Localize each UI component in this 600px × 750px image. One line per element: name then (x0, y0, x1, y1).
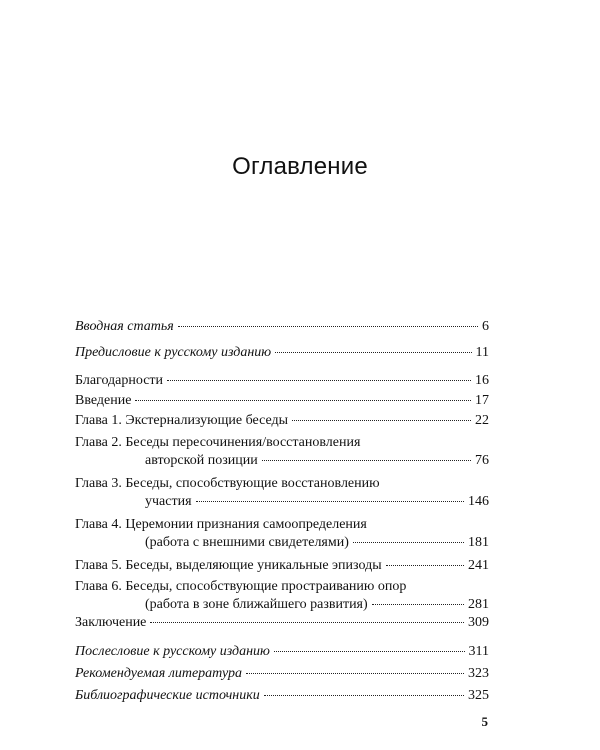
toc-entry-first-line: Глава 2. Беседы пересочинения/восстановления (75, 435, 361, 450)
toc-entry-label: Глава 5. Беседы, выделяющие уникальные эпизоды (75, 558, 382, 573)
toc-entry-label: (работа с внешними свидетелями) (145, 535, 349, 550)
leader-dots (150, 622, 464, 623)
table-of-contents (75, 0, 489, 750)
toc-entry-chapter-3[interactable] (75, 475, 489, 511)
leader-dots (292, 420, 471, 421)
toc-entry-russian-afterword[interactable] (75, 643, 489, 661)
toc-entry-page: 311 (468, 644, 489, 659)
toc-entry-introduction[interactable] (75, 392, 489, 410)
toc-entry-label: Рекомендуемая литература (75, 666, 242, 681)
toc-entry-label: Глава 1. Экстернализующие беседы (75, 413, 289, 428)
toc-entry-page: 11 (475, 345, 489, 360)
leader-dots (274, 651, 465, 652)
leader-dots (262, 460, 471, 461)
toc-entry-page: 325 (468, 688, 489, 703)
toc-entry-page: 281 (468, 597, 489, 612)
toc-entry-page: 323 (468, 666, 489, 681)
toc-entry-page: 6 (482, 319, 489, 334)
toc-entry-label: Библиографические источники (75, 688, 260, 703)
leader-dots (353, 542, 464, 543)
toc-entry-label: Вводная статья (75, 319, 174, 334)
toc-entry-first-line: Глава 3. Беседы, способствующие восстановлению (75, 476, 380, 491)
toc-entry-page: 16 (475, 373, 489, 388)
toc-entry-page: 309 (468, 615, 489, 630)
toc-entry-chapter-6[interactable] (75, 578, 489, 614)
toc-entry-recommended-reading[interactable] (75, 665, 489, 683)
toc-entry-acknowledgements[interactable] (75, 372, 489, 390)
toc-entry-intro-article[interactable] (75, 318, 489, 336)
toc-entry-chapter-2[interactable] (75, 434, 489, 470)
toc-entry-label: Предисловие к русскому изданию (75, 345, 272, 360)
leader-dots (386, 565, 464, 566)
toc-entry-page: 241 (468, 558, 489, 573)
toc-entry-chapter-4[interactable] (75, 516, 489, 552)
toc-entry-label: Послесловие к русскому изданию (75, 644, 270, 659)
leader-dots (167, 380, 471, 381)
toc-entry-chapter-1[interactable] (75, 412, 489, 430)
toc-entry-label: Благодарности (75, 373, 164, 388)
page-number: 5 (481, 714, 488, 729)
toc-entry-russian-preface[interactable] (75, 344, 489, 362)
toc-entry-label: Заключение (75, 615, 147, 630)
leader-dots (246, 673, 464, 674)
leader-dots (196, 501, 464, 502)
toc-entry-conclusion[interactable] (75, 614, 489, 632)
toc-entry-label: авторской позиции (145, 453, 258, 468)
toc-entry-page: 17 (475, 393, 489, 408)
toc-entry-bibliography[interactable] (75, 687, 489, 705)
leader-dots (372, 604, 464, 605)
page-title: Оглавление (232, 153, 368, 180)
toc-entry-label: участия (145, 494, 192, 509)
leader-dots (264, 695, 464, 696)
toc-entry-chapter-5[interactable] (75, 557, 489, 575)
leader-dots (135, 400, 471, 401)
toc-entry-first-line: Глава 4. Церемонии признания самоопределения (75, 517, 367, 532)
leader-dots (178, 326, 478, 327)
toc-entry-page: 76 (475, 453, 489, 468)
toc-entry-label: (работа в зоне ближайшего развития) (145, 597, 368, 612)
toc-entry-label: Введение (75, 393, 132, 408)
toc-entry-page: 181 (468, 535, 489, 550)
toc-entry-page: 146 (468, 494, 489, 509)
leader-dots (275, 352, 471, 353)
toc-entry-page: 22 (475, 413, 489, 428)
toc-entry-first-line: Глава 6. Беседы, способствующие простраиванию опор (75, 579, 407, 594)
